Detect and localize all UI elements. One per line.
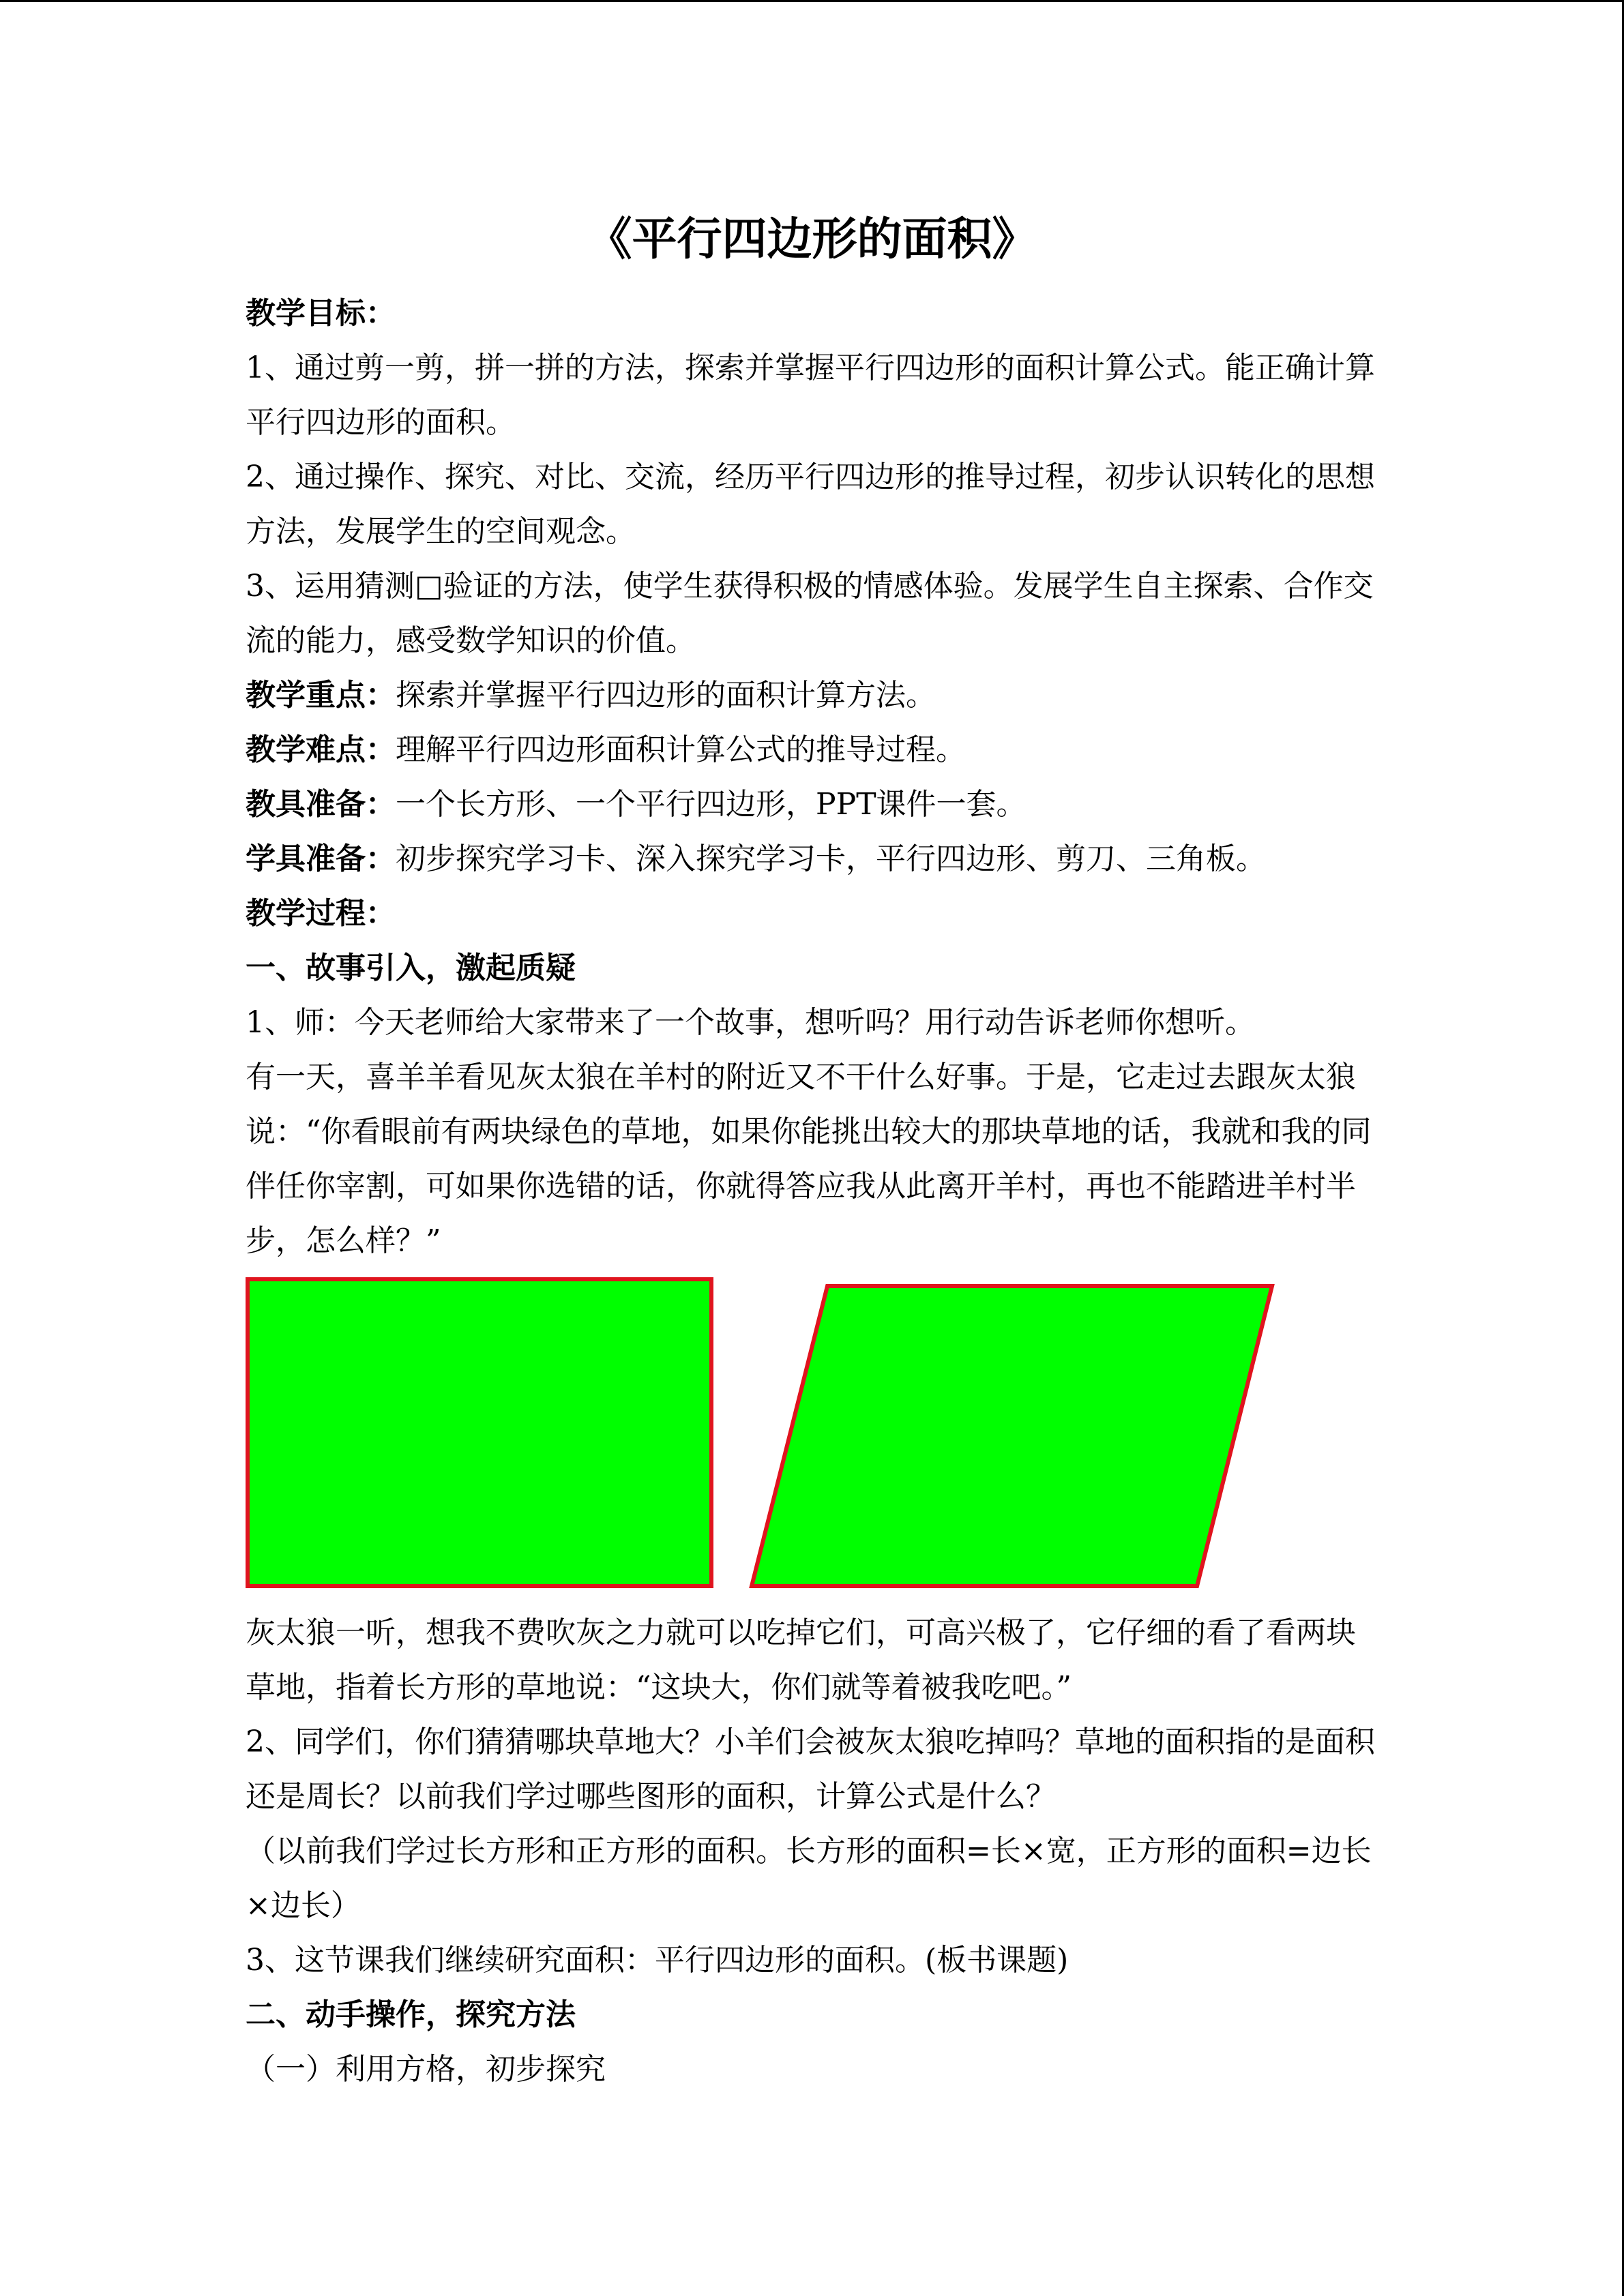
difficulty-text: 理解平行四边形面积计算公式的推导过程。 (396, 732, 966, 767)
subsection-heading: （一）利用方格，初步探究 (246, 2052, 606, 2087)
objective-item: 1、通过剪一剪，拼一拼的方法，探索并掌握平行四边形的面积计算公式。能正确计算平行四边形的面积。 (246, 351, 1375, 440)
topic-paragraph: 3、这节课我们继续研究面积：平行四边形的面积。(板书课题) (246, 1943, 1069, 1978)
key-point-text: 探索并掌握平行四边形的面积计算方法。 (396, 678, 936, 713)
objectives-heading: 教学目标： (246, 296, 396, 331)
teacher-tools-label: 教具准备： (246, 787, 396, 822)
student-tools-text: 初步探究学习卡、深入探究学习卡，平行四边形、剪刀、三角板。 (396, 841, 1266, 876)
key-point (246, 668, 1378, 723)
question-paragraph: 2、同学们，你们猜猜哪块草地大？小羊们会被灰太狼吃掉吗？草地的面积指的是面积还是周长？以前我们学过哪些图形的面积，计算公式是什么？ (246, 1725, 1375, 1814)
rectangle-grass (248, 1279, 711, 1586)
process-heading: 教学过程： (246, 896, 396, 931)
document-body (246, 286, 1378, 2097)
teacher-tools (246, 777, 1378, 832)
page-top-border (0, 0, 1624, 2)
student-tools (246, 832, 1378, 886)
grass-figure-svg (246, 1275, 1378, 1599)
difficulty-label: 教学难点： (246, 732, 396, 767)
section2-heading: 二、动手操作，探究方法 (246, 1997, 576, 2032)
student-tools-label: 学具准备： (246, 841, 396, 876)
parallelogram-grass (752, 1286, 1272, 1586)
story-paragraph: 灰太狼一听，想我不费吹灰之力就可以吃掉它们，可高兴极了，它仔细的看了看两块草地，指着长方形的草地说：“这块大，你们就等着被我吃吧。” (246, 1615, 1356, 1705)
grass-figure (246, 1275, 1378, 1599)
difficulty (246, 723, 1378, 777)
answer-paragraph: （以前我们学过长方形和正方形的面积。长方形的面积=长×宽，正方形的面积=边长×边长） (246, 1834, 1372, 1923)
objective-item: 2、通过操作、探究、对比、交流，经历平行四边形的推导过程，初步认识转化的思想方法，发展学生的空间观念。 (246, 460, 1375, 549)
document-title: 《平行四边形的面积》 (587, 212, 1037, 265)
section1-heading: 一、故事引入，激起质疑 (246, 951, 576, 985)
objective-item: 3、运用猜测□验证的方法，使学生获得积极的情感体验。发展学生自主探索、合作交流的能力，感受数学知识的价值。 (246, 569, 1374, 658)
teacher-tools-text: 一个长方形、一个平行四边形，PPT课件一套。 (396, 787, 1027, 822)
key-point-label: 教学重点： (246, 678, 396, 713)
story-paragraph: 有一天，喜羊羊看见灰太狼在羊村的附近又不干什么好事。于是，它走过去跟灰太狼说：“你看眼前有两块绿色的草地，如果你能挑出较大的那块草地的话，我就和我的同伴任你宰割，可如果你选错的话，你就得答应我从此离开羊村，再也不能踏进羊村半步，怎么样？” (246, 1060, 1372, 1258)
story-paragraph: 1、师：今天老师给大家带来了一个故事，想听吗？用行动告诉老师你想听。 (246, 1005, 1255, 1040)
